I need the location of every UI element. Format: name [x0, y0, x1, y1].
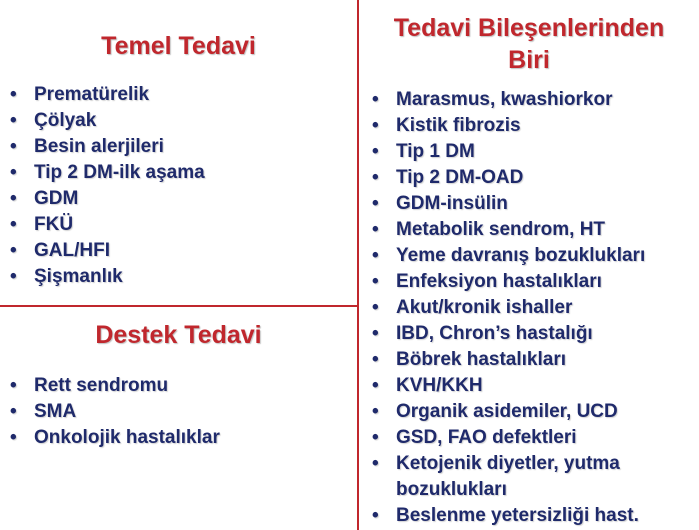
list-item: • Böbrek hastalıkları: [368, 347, 698, 373]
bullet-icon: •: [372, 167, 379, 188]
bullet-icon: •: [372, 115, 379, 136]
heading-line-1: Tedavi Bileşenlerinden: [393, 14, 665, 42]
list-item: • Besin alerjileri: [6, 134, 351, 160]
bullet-icon: •: [372, 375, 379, 396]
list-item: • KVH/KKH: [368, 373, 698, 399]
bullet-icon: •: [372, 271, 379, 292]
list-item: • Organik asidemiler, UCD: [368, 399, 698, 425]
list-tedavi-bilesenleri: [368, 87, 698, 529]
bullet-icon: •: [372, 505, 379, 526]
bullet-icon: •: [10, 110, 17, 131]
list-item: • Marasmus, kwashiorkor: [368, 87, 698, 113]
list-item: • IBD, Chron’s hastalığı: [368, 321, 698, 347]
list-item: • Enfeksiyon hastalıkları: [368, 269, 698, 295]
vertical-divider: [357, 0, 359, 530]
bullet-icon: •: [10, 162, 17, 183]
heading-tedavi-bilesenlerinden-biri: [359, 12, 699, 76]
bullet-icon: •: [372, 193, 379, 214]
list-item: • Beslenme yetersizliği hast.: [368, 503, 698, 529]
bullet-icon: •: [10, 214, 17, 235]
list-item: • Rett sendromu: [6, 373, 351, 399]
list-temel-tedavi: [6, 82, 351, 290]
bullet-icon: •: [372, 453, 379, 474]
heading-temel-tedavi: Temel Tedavi: [101, 32, 256, 60]
heading-destek-tedavi: Destek Tedavi: [95, 321, 262, 349]
list-item: • Metabolik sendrom, HT: [368, 217, 698, 243]
list-item: • Prematürelik: [6, 82, 351, 108]
list-item: • Şişmanlık: [6, 264, 351, 290]
bullet-icon: •: [372, 349, 379, 370]
list-item: • Çölyak: [6, 108, 351, 134]
bullet-icon: •: [372, 427, 379, 448]
list-item: • GAL/HFI: [6, 238, 351, 264]
list-item: • Akut/kronik ishaller: [368, 295, 698, 321]
list-destek-tedavi: [6, 373, 351, 451]
list-item: • Onkolojik hastalıklar: [6, 425, 351, 451]
list-item: • GDM-insülin: [368, 191, 698, 217]
list-item: • SMA: [6, 399, 351, 425]
bullet-icon: •: [10, 84, 17, 105]
bullet-icon: •: [372, 89, 379, 110]
bullet-icon: •: [10, 266, 17, 287]
list-item: • Tip 2 DM-ilk aşama: [6, 160, 351, 186]
bullet-icon: •: [10, 136, 17, 157]
bullet-icon: •: [372, 245, 379, 266]
bullet-icon: •: [372, 297, 379, 318]
horizontal-divider: [0, 305, 358, 307]
list-item: • Yeme davranış bozuklukları: [368, 243, 698, 269]
list-item: • FKÜ: [6, 212, 351, 238]
bullet-icon: •: [10, 375, 17, 396]
bullet-icon: •: [10, 401, 17, 422]
list-item: • GSD, FAO defektleri: [368, 425, 698, 451]
bullet-icon: •: [10, 188, 17, 209]
list-item: • Kistik fibrozis: [368, 113, 698, 139]
bullet-icon: •: [372, 141, 379, 162]
bullet-icon: •: [372, 323, 379, 344]
list-item: • Ketojenik diyetler, yutma bozuklukları: [372, 453, 620, 500]
list-item: • Tip 2 DM-OAD: [368, 165, 698, 191]
heading-line-2: Biri: [508, 46, 550, 74]
bullet-icon: •: [10, 427, 17, 448]
bullet-icon: •: [10, 240, 17, 261]
list-item: • GDM: [6, 186, 351, 212]
list-item: • Tip 1 DM: [368, 139, 698, 165]
bullet-icon: •: [372, 219, 379, 240]
bullet-icon: •: [372, 401, 379, 422]
